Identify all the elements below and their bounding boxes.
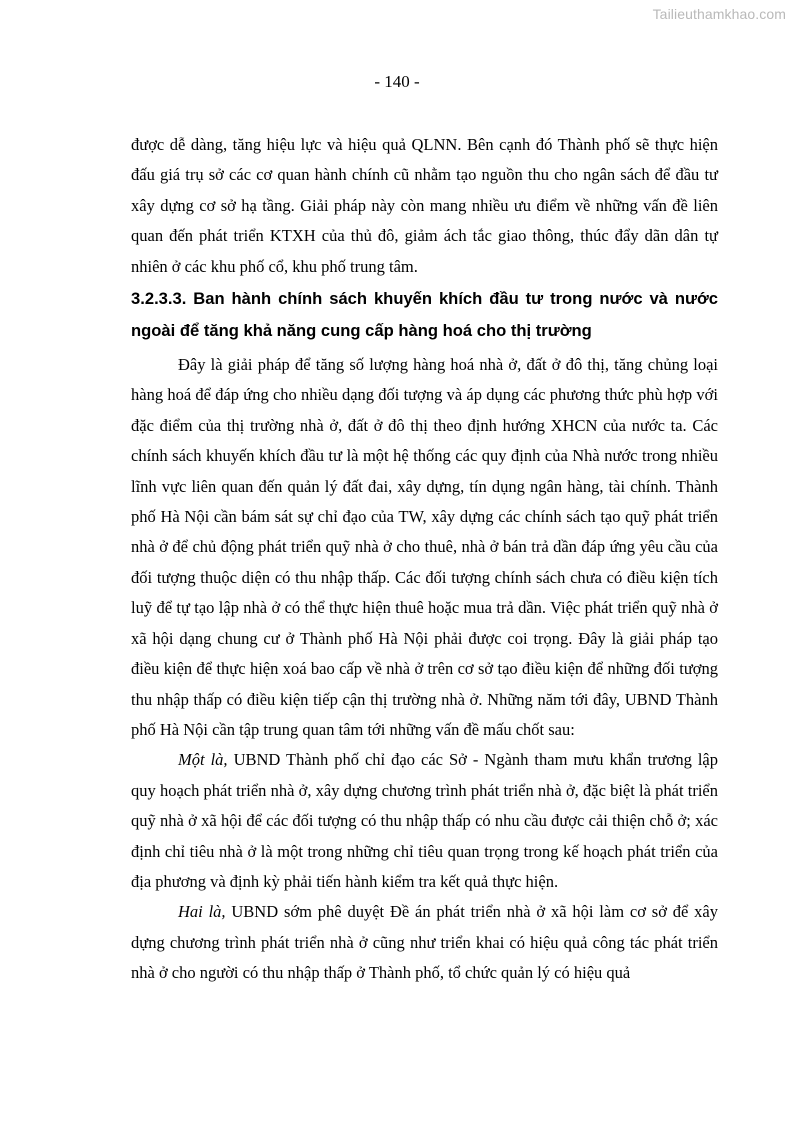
first-point-body: UBND Thành phố chỉ đạo các Sở - Ngành tham mưu khẩn trương lập quy hoạch phát triển nhà ở, xây dựng chương trình phát triển nhà ở, đặc biệt là phát triển quỹ nhà ở xã hội để các đối tượng có thu nhập thấp có nhu cầu được cải thiện chỗ ở; xác định chỉ tiêu nhà ở là một trong những chỉ tiêu quan trọng trong kế hoạch phát triển của địa phương và định kỳ phải tiến hành kiểm tra kết quả thực hiện.	[131, 750, 718, 891]
page-number: - 140 -	[374, 72, 420, 91]
document-body	[131, 130, 718, 989]
second-point-lead: Hai là,	[178, 902, 226, 922]
first-point-lead: Một là,	[178, 750, 228, 770]
second-point-body: UBND sớm phê duyệt Đề án phát triển nhà ở xã hội làm cơ sở để xây dựng chương trình phát triển nhà ở cũng như triển khai có hiệu quả công tác phát triển nhà ở cho người có thu nhập thấp ở Thành phố, tổ chức quản lý có hiệu quả	[131, 902, 718, 983]
section-heading: 3.2.3.3. Ban hành chính sách khuyến khích đầu tư trong nước và nước ngoài để tăng khả năng cung cấp hàng hoá cho thị trường	[131, 289, 718, 341]
paragraph-second-point	[131, 897, 718, 988]
paragraph-continuation: được dễ dàng, tăng hiệu lực và hiệu quả QLNN. Bên cạnh đó Thành phố sẽ thực hiện đấu giá trụ sở các cơ quan hành chính cũ nhằm tạo nguồn thu cho ngân sách để đầu tư xây dựng cơ sở hạ tầng. Giải pháp này còn mang nhiều ưu điểm về những vấn đề liên quan đến phát triển KTXH của thủ đô, giảm ách tắc giao thông, thúc đẩy dãn dân tự nhiên ở các khu phố cổ, khu phố trung tâm.	[131, 135, 718, 276]
watermark-text: Tailieuthamkhao.com	[652, 6, 786, 22]
paragraph-intro: Đây là giải pháp để tăng số lượng hàng hoá nhà ở, đất ở đô thị, tăng chủng loại hàng hoá để đáp ứng cho nhiều dạng đối tượng và áp dụng các phương thức phù hợp với đặc điểm của thị trường nhà ở, đất ở đô thị theo định hướng XHCN của nước ta. Các chính sách khuyến khích đầu tư là một hệ thống các quy định của Nhà nước trong nhiều lĩnh vực liên quan đến quản lý đất đai, xây dựng, tín dụng ngân hàng, tài chính. Thành phố Hà Nội cần bám sát sự chỉ đạo của TW, xây dựng các chính sách tạo quỹ phát triển nhà ở để chủ động phát triển quỹ nhà ở cho thuê, nhà ở bán trả dần đáp ứng yêu cầu của đối tượng thuộc diện có thu nhập thấp. Các đối tượng chính sách chưa có điều kiện tích luỹ để tự tạo lập nhà ở có thể thực hiện thuê hoặc mua trả dần. Việc phát triển quỹ nhà ở xã hội dạng chung cư ở Thành phố Hà Nội phải được coi trọng. Đây là giải pháp tạo điều kiện để thực hiện xoá bao cấp về nhà ở trên cơ sở tạo điều kiện để những đối tượng thu nhập thấp có điều kiện tiếp cận thị trường nhà ở. Những năm tới đây, UBND Thành phố Hà Nội cần tập trung quan tâm tới những vấn đề mấu chốt sau:	[131, 355, 718, 739]
paragraph-first-point	[131, 745, 718, 897]
